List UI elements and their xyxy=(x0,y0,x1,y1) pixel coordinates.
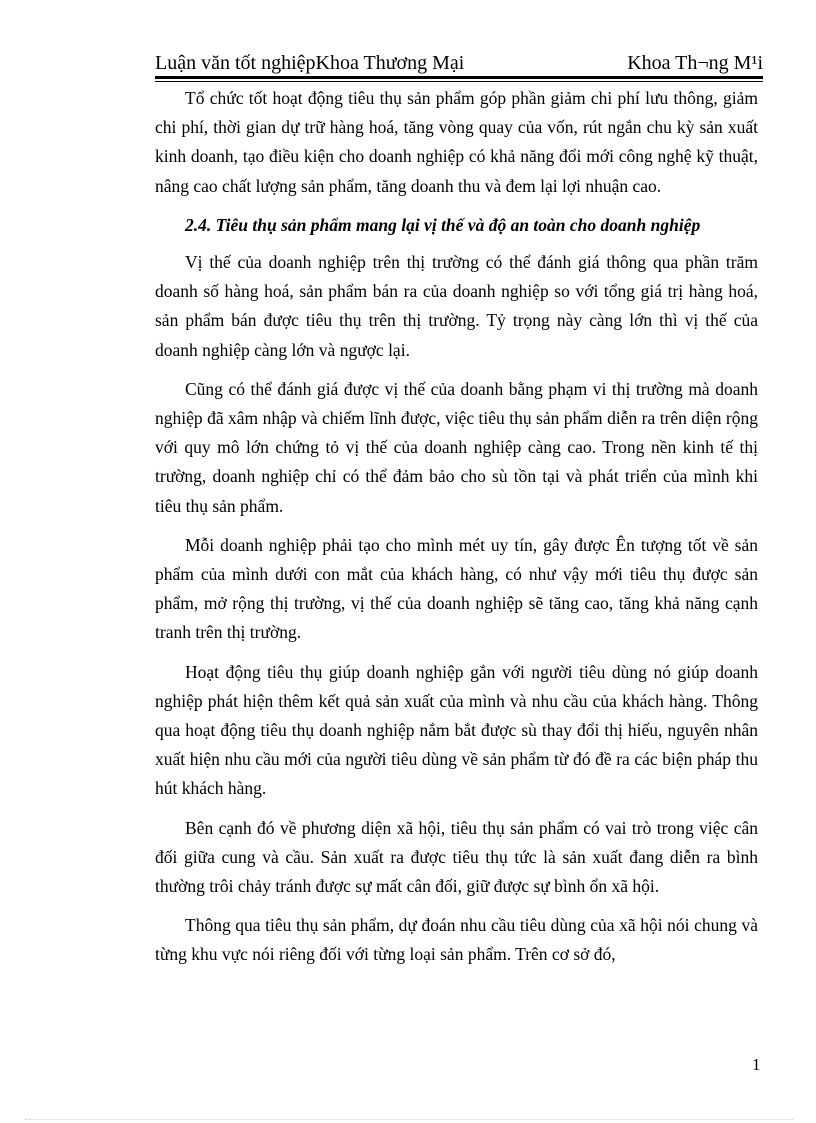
paragraph: Cũng có thể đánh giá được vị thế của doanh bằng phạm vi thị trường mà doanh nghiệp đã xâm nhập và chiếm lĩnh được, việc tiêu thụ sản phẩm diễn ra trên diện rộng với quy mô lớn chứng tỏ vị thế của doanh nghiệp càng cao. Trong nền kinh tế thị trường, doanh nghiệp chỉ có thể đảm bảo cho sù tồn tại và phát triển của mình khi tiêu thụ sản phẩm. xyxy=(155,378,758,516)
page-bottom-divider xyxy=(25,1119,793,1120)
header-left-text: Luận văn tốt nghiệpKhoa Thương Mại xyxy=(155,52,465,74)
paragraph: Bên cạnh đó về phương diện xã hội, tiêu thụ sản phẩm có vai trò trong việc cân đối giữa cung và cầu. Sản xuất ra được tiêu thụ tức là sản xuất đang diễn ra bình thường trôi chảy tránh được sự mất cân đối, giữ được sự bình ổn xã hội. xyxy=(155,817,758,897)
paragraph: Tổ chức tốt hoạt động tiêu thụ sản phẩm góp phần giảm chi phí lưu thông, giảm chi phí, thời gian dự trữ hàng hoá, tăng vòng quay của vốn, rút ngắn chu kỳ sản xuất kinh doanh, tạo điều kiện cho doanh nghiệp có khả năng đổi mới công nghệ kỹ thuật, nâng cao chất lượng sản phẩm, tăng doanh thu và đem lại lợi nhuận cao. xyxy=(155,88,758,196)
header-rule-thick xyxy=(155,76,763,79)
page-number: 1 xyxy=(752,1055,761,1074)
header-right-text: Khoa Th¬ng M¹i xyxy=(627,52,763,74)
header-rule-thin xyxy=(155,81,763,82)
paragraph: Vị thế của doanh nghiệp trên thị trường có thể đánh giá thông qua phần trăm doanh số hàng hoá, sản phẩm bán ra của doanh nghiệp so với tổng giá trị hàng hoá, sản phẩm bán được tiêu thụ trên thị trường. Tỷ trọng này càng lớn thì vị thế của doanh nghiệp càng lớn và ngược lại. xyxy=(155,252,758,360)
paragraph: Hoạt động tiêu thụ giúp doanh nghiệp gắn với người tiêu dùng nó giúp doanh nghiệp phát hiện thêm kết quả sản xuất của mình và nhu cầu của khách hàng. Thông qua hoạt động tiêu thụ doanh nghiệp nắm bắt được sù thay đổi thị hiếu, nguyên nhân xuất hiện nhu cầu mới của người tiêu dùng về sản phẩm từ đó đề ra các biện pháp thu hút khách hàng. xyxy=(155,661,758,799)
paragraph: Thông qua tiêu thụ sản phẩm, dự đoán nhu cầu tiêu dùng của xã hội nói chung và từng khu vực nói riêng đối với từng loại sản phẩm. Trên cơ sở đó, xyxy=(155,915,758,965)
section-heading: 2.4. Tiêu thụ sản phẩm mang lại vị thế và độ an toàn cho doanh nghiệp xyxy=(185,214,701,235)
document-body xyxy=(155,84,758,980)
page-header xyxy=(155,50,763,76)
paragraph: Mỗi doanh nghiệp phải tạo cho mình mét uy tín, gây được Ên tượng tốt về sản phẩm của mình dưới con mắt của khách hàng, có như vậy mới tiêu thụ được sản phẩm, mở rộng thị trường, vị thế của doanh nghiệp sẽ tăng cao, tăng khả năng cạnh tranh trên thị trường. xyxy=(155,534,758,643)
